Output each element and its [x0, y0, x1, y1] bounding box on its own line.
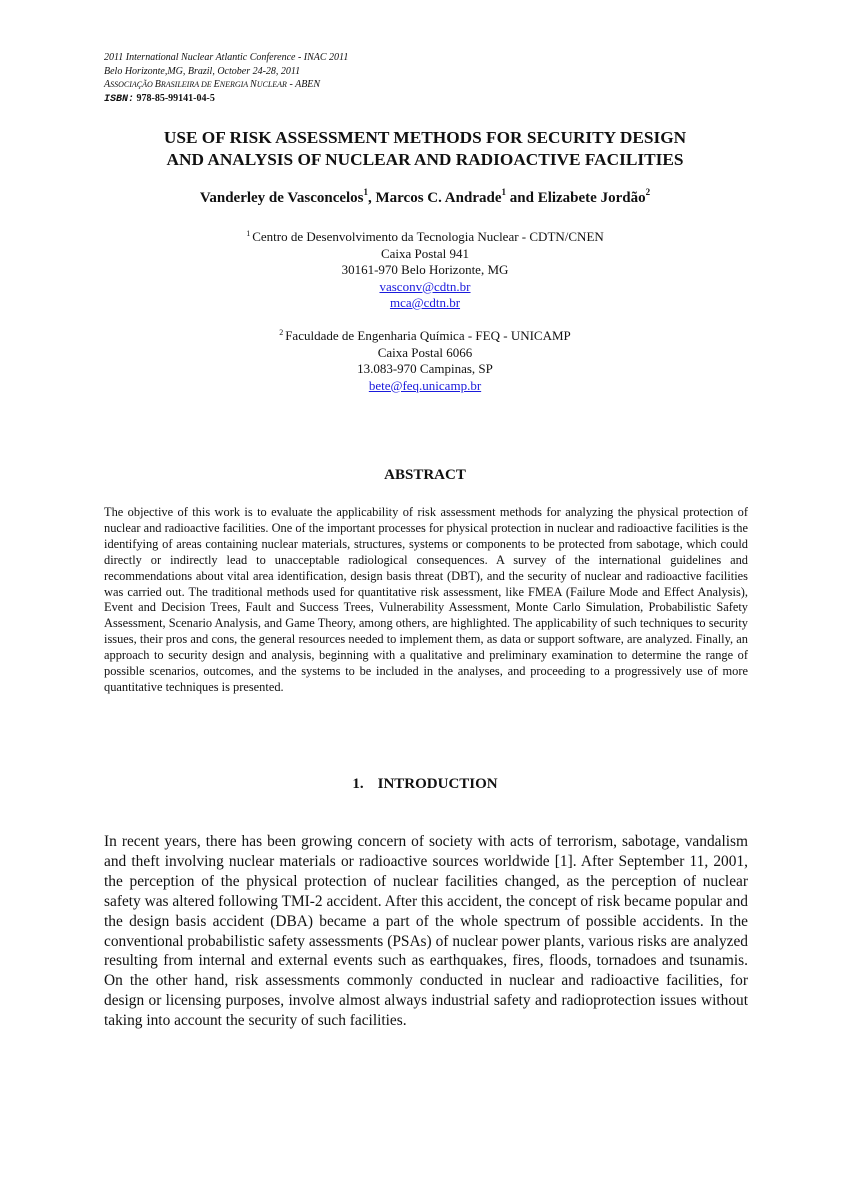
affiliation-city: 13.083-970 Campinas, SP — [357, 361, 493, 376]
conference-header — [104, 51, 604, 106]
affiliation-1 — [80, 229, 770, 312]
email-link[interactable]: mca@cdtn.br — [389, 295, 461, 310]
abstract-text: The objective of this work is to evaluate the applicability of risk assessment methods for analyzing the physical protection of nuclear and radioactive facilities. One of the important processes for physical protection in nuclear and radioactive facilities is the identifying of areas containing nuclear materials, structures, systems or components to be protected from sabotage, which could directly or indirectly lead to unacceptable radiological consequences. A survey of the international guidelines and recommendations about vital area identification, design basis threat (DBT), and the security of nuclear and radioactive facilities was carried out. The traditional methods used for quantitative risk assessment, like FMEA (Failure Mode and Effect Analysis), Event and Decision Trees, Fault and Success Trees, Vulnerability Assessment, Monte Carlo Simulation, Probabilistic Safety Assessment, Scenario Analysis, and Game Theory, among others, are highlighted. The applicability of such techniques to security issues, their pros and cons, the general resources needed to implement them, as data or support software, are analyzed. Finally, an approach to security design and analysis, beginning with a qualitative and preliminary examination to determine the range of possible scenarios, outcomes, and the systems to be included in the analyses, and proceeding to a progressively use of more quantitative techniques is presented. — [104, 505, 748, 694]
author-separator: , — [368, 190, 376, 206]
title-line-1: USE OF RISK ASSESSMENT METHODS FOR SECURITY DESIGN — [163, 128, 687, 147]
affiliation-postal: Caixa Postal 941 — [380, 245, 470, 261]
affiliation-institution: $^1$ Centro de Desenvolvimento da Tecnologia Nuclear - CDTN/CNEN — [246, 229, 604, 244]
isbn-label: ISBN: — [104, 93, 135, 105]
email-link[interactable]: bete@feq.unicamp.br — [368, 377, 482, 393]
section-heading-introduction — [80, 776, 770, 793]
conference-location-date: Belo Horizonte,MG, Brazil, October 24-28, 2011 — [104, 65, 301, 77]
affiliation-2 — [80, 328, 770, 394]
affiliation-city: 30161-970 Belo Horizonte, MG — [341, 262, 509, 277]
author-name: Marcos C. Andrade — [375, 190, 502, 206]
section-title: INTRODUCTION — [377, 776, 498, 792]
author-separator: and — [506, 190, 538, 206]
association-name: ASSOCIAÇÃO BRASILEIRA DE ENERGIA NUCLEAR - ABEN — [104, 79, 321, 90]
author-name: Elizabete Jordão — [537, 190, 646, 206]
section-number: 1. — [352, 776, 364, 792]
abstract-heading: ABSTRACT — [384, 467, 466, 483]
author-affiliation-mark: 1 — [501, 187, 506, 197]
paper-title — [80, 127, 770, 171]
author-affiliation-mark: 1 — [363, 187, 369, 197]
affiliation-institution: $^2$ Faculdade de Engenharia Química - FEQ - UNICAMP — [279, 328, 571, 343]
author-list — [80, 187, 770, 207]
isbn-value: 978-85-99141-04-5 — [136, 92, 215, 104]
isbn-line — [104, 92, 604, 107]
introduction-paragraph: In recent years, there has been growing concern of society with acts of terrorism, sabotage, vandalism and theft involving nuclear materials or radioactive sources worldwide [1]. After September 11, 2001, the perception of the physical protection of nuclear facilities changed, as the perception of nuclear safety was altered following TMI-2 accident. After this accident, the concept of risk became popular and the design basis accident (DBA) became a part of the whole spectrum of possible accidents. In the conventional probabilistic safety assessments (PSAs) of nuclear power plants, various risks are analyzed resulting from internal and external events such as earthquakes, fires, floods, tornadoes and tsunamis. On the other hand, risk assessments commonly conducted in nuclear and radioactive facilities, for design or licensing purposes, involve almost always industrial safety and radioprotection issues without taking into account the security of such facilities. — [104, 833, 748, 1030]
email-link[interactable]: vasconv@cdtn.br — [379, 278, 471, 294]
title-line-2: AND ANALYSIS OF NUCLEAR AND RADIOACTIVE FACILITIES — [166, 150, 684, 169]
affiliation-postal: Caixa Postal 6066 — [377, 344, 473, 360]
conference-name: 2011 International Nuclear Atlantic Conference - INAC 2011 — [104, 52, 349, 63]
author-name: Vanderley de Vasconcelos — [199, 190, 364, 206]
author-affiliation-mark: 2 — [645, 187, 651, 197]
